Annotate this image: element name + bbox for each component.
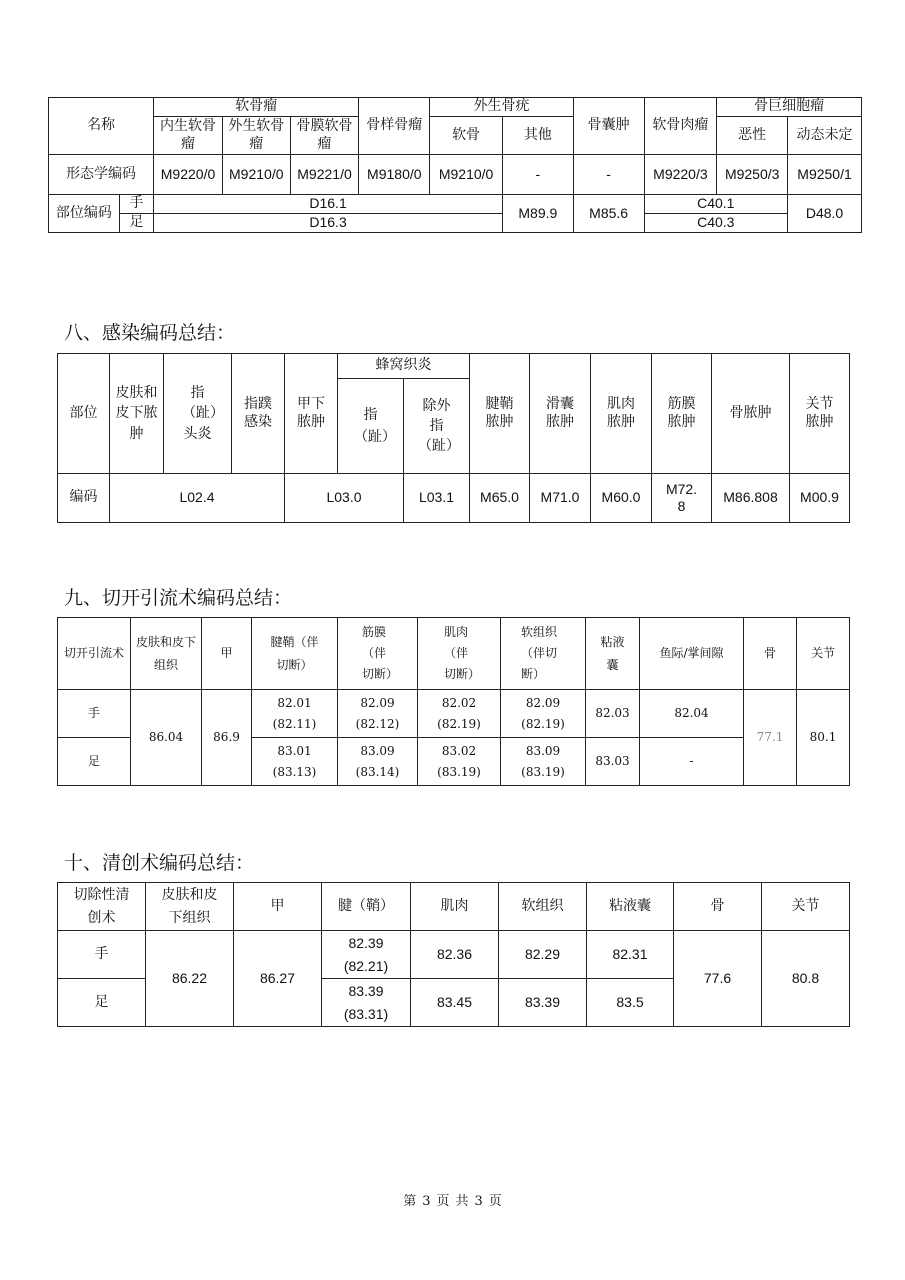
muscle-abscess-header: 肌肉脓肿 bbox=[591, 354, 652, 474]
morph-code: M9250/3 bbox=[717, 155, 788, 195]
morph-code: M9220/0 bbox=[154, 155, 223, 195]
soft-tissue-header: 软组织（伴切断） bbox=[501, 618, 586, 690]
fascia-header: 筋膜（伴切断） bbox=[338, 618, 418, 690]
infection-code: M72.8 bbox=[652, 474, 712, 523]
site-header: 部位 bbox=[58, 354, 110, 474]
muscle-foot-code: 83.45 bbox=[411, 979, 499, 1027]
infection-code-table bbox=[57, 353, 850, 523]
web-infection-header: 指蹼感染 bbox=[232, 354, 285, 474]
alt-code: (83.31) bbox=[343, 1005, 389, 1022]
code: 82.01 bbox=[277, 696, 312, 711]
cartilage-header: 软骨 bbox=[430, 117, 503, 155]
alt-code: (83.14) bbox=[355, 764, 400, 779]
code: 82.02 bbox=[441, 696, 477, 711]
periosteal-chondroma-header: 骨膜软骨瘤 bbox=[290, 117, 359, 155]
hand-d-code: D16.1 bbox=[154, 195, 503, 214]
muscle-header: 肌肉（伴切断） bbox=[418, 618, 501, 690]
thenar-hand-code: 82.04 bbox=[640, 690, 744, 738]
bursa-foot-code: 83.5 bbox=[587, 979, 674, 1027]
code: 83.01 bbox=[277, 744, 312, 759]
muscle-foot-code bbox=[418, 738, 501, 786]
section-9-title: 九、切开引流术编码总结： bbox=[64, 587, 293, 609]
soft-tissue-foot-code: 83.39 bbox=[499, 979, 587, 1027]
tendon-header: 腱（鞘） bbox=[322, 883, 411, 931]
bursa-foot-code: 83.03 bbox=[586, 738, 640, 786]
hand-label: 手 bbox=[58, 931, 146, 979]
tendon-sheath-abscess-header: 腱鞘脓肿 bbox=[470, 354, 530, 474]
name-header: 名称 bbox=[49, 98, 154, 155]
morph-code: - bbox=[573, 155, 644, 195]
incision-drainage-table bbox=[57, 617, 850, 786]
soft-tissue-hand-code: 82.29 bbox=[499, 931, 587, 979]
skin-code: 86.22 bbox=[146, 931, 234, 1027]
bursa-abscess-header: 滑囊脓肿 bbox=[530, 354, 591, 474]
foot-c-code: C40.3 bbox=[644, 214, 788, 233]
chondrosarcoma-header: 软骨肉瘤 bbox=[644, 98, 717, 155]
incision-header: 切开引流术 bbox=[58, 618, 131, 690]
infection-code: M71.0 bbox=[530, 474, 591, 523]
code: 82.09 bbox=[525, 696, 561, 711]
giant-cell-tumor-header: 骨巨细胞瘤 bbox=[717, 98, 862, 117]
tumor-code-table bbox=[48, 97, 862, 233]
m899-code: M89.9 bbox=[502, 195, 573, 233]
hand-label: 手 bbox=[119, 195, 153, 214]
thenar-foot-code: - bbox=[640, 738, 744, 786]
total-pages: 3 bbox=[474, 1194, 483, 1209]
tendon-hand-code bbox=[252, 690, 338, 738]
alt-code: (83.13) bbox=[272, 764, 317, 779]
d480-code: D48.0 bbox=[788, 195, 862, 233]
page-footer bbox=[0, 1190, 905, 1209]
joint-header: 关节 bbox=[797, 618, 850, 690]
foot-label: 足 bbox=[58, 738, 131, 786]
alt-code: (83.19) bbox=[521, 764, 565, 779]
bursa-header: 粘液囊 bbox=[586, 618, 640, 690]
infection-code: L03.1 bbox=[404, 474, 470, 523]
exostosis-header: 外生骨疣 bbox=[430, 98, 574, 117]
bone-header: 骨 bbox=[744, 618, 797, 690]
ext-chondroma-header: 外生软骨瘤 bbox=[222, 117, 290, 155]
infection-code: L02.4 bbox=[110, 474, 285, 523]
bone-abscess-header: 骨脓肿 bbox=[712, 354, 790, 474]
cellulitis-except-finger-header: 除外指（趾） bbox=[404, 379, 470, 474]
infection-code: M00.9 bbox=[790, 474, 850, 523]
morph-code: M9210/0 bbox=[430, 155, 503, 195]
footer-text: 共 bbox=[455, 1194, 469, 1209]
cellulitis-finger-header: 指（趾） bbox=[338, 379, 404, 474]
infection-code: M60.0 bbox=[591, 474, 652, 523]
footer-text: 页 bbox=[488, 1194, 502, 1209]
code: 82.39 bbox=[348, 935, 384, 952]
finger-inflammation-header: 指（趾）头炎 bbox=[164, 354, 232, 474]
nail-header: 甲 bbox=[234, 883, 322, 931]
code: 83.09 bbox=[525, 744, 561, 759]
joint-header: 关节 bbox=[762, 883, 850, 931]
bursa-hand-code: 82.03 bbox=[586, 690, 640, 738]
soft-tissue-foot-code bbox=[501, 738, 586, 786]
malignant-header: 恶性 bbox=[717, 117, 788, 155]
soft-tissue-hand-code bbox=[501, 690, 586, 738]
nail-code: 86.27 bbox=[234, 931, 322, 1027]
morph-code: M9210/0 bbox=[222, 155, 290, 195]
alt-code: (82.19) bbox=[521, 716, 565, 731]
site-label: 部位编码 bbox=[49, 195, 120, 233]
joint-code: 80.1 bbox=[797, 690, 850, 786]
morph-code: M9250/1 bbox=[788, 155, 862, 195]
skin-code: 86.04 bbox=[131, 690, 202, 786]
infection-code: M65.0 bbox=[470, 474, 530, 523]
enchondroma-header: 内生软骨瘤 bbox=[154, 117, 223, 155]
section-10-title: 十、清创术编码总结： bbox=[64, 852, 255, 874]
debridement-table bbox=[57, 882, 850, 1027]
bone-cyst-header: 骨囊肿 bbox=[573, 98, 644, 155]
cellulitis-header: 蜂窝织炎 bbox=[338, 354, 470, 379]
alt-code: (82.21) bbox=[343, 957, 389, 974]
muscle-hand-code bbox=[418, 690, 501, 738]
m856-code: M85.6 bbox=[573, 195, 644, 233]
code: 83.02 bbox=[441, 744, 477, 759]
morph-label: 形态学编码 bbox=[49, 155, 154, 195]
alt-code: (82.11) bbox=[272, 716, 317, 731]
section-8-title: 八、感染编码总结： bbox=[64, 322, 236, 344]
skin-header: 皮肤和皮下组织 bbox=[146, 883, 234, 931]
morph-code: M9221/0 bbox=[290, 155, 359, 195]
nail-header: 甲 bbox=[202, 618, 252, 690]
code-label: 编码 bbox=[58, 474, 110, 523]
joint-code: 80.8 bbox=[762, 931, 850, 1027]
morph-code: M9180/0 bbox=[359, 155, 430, 195]
tendon-foot-code bbox=[252, 738, 338, 786]
alt-code: (83.19) bbox=[437, 764, 481, 779]
subungual-abscess-header: 甲下脓肿 bbox=[285, 354, 338, 474]
bone-code: 77.6 bbox=[674, 931, 762, 1027]
fascia-abscess-header: 筋膜脓肿 bbox=[652, 354, 712, 474]
debridement-header: 切除性清创术 bbox=[58, 883, 146, 931]
footer-text: 页 bbox=[436, 1194, 450, 1209]
foot-label: 足 bbox=[58, 979, 146, 1027]
skin-abscess-header: 皮肤和皮下脓肿 bbox=[110, 354, 164, 474]
soft-tissue-header: 软组织 bbox=[499, 883, 587, 931]
fascia-hand-code bbox=[338, 690, 418, 738]
morph-code: M9220/3 bbox=[644, 155, 717, 195]
bursa-hand-code: 82.31 bbox=[587, 931, 674, 979]
morph-code: - bbox=[502, 155, 573, 195]
uncertain-header: 动态未定 bbox=[788, 117, 862, 155]
hand-label: 手 bbox=[58, 690, 131, 738]
alt-code: (82.12) bbox=[355, 716, 400, 731]
bone-header: 骨 bbox=[674, 883, 762, 931]
hand-c-code: C40.1 bbox=[644, 195, 788, 214]
foot-d-code: D16.3 bbox=[154, 214, 503, 233]
thenar-header: 鱼际/掌间隙 bbox=[640, 618, 744, 690]
code: 83.09 bbox=[360, 744, 395, 759]
chondroma-header: 软骨瘤 bbox=[154, 98, 359, 117]
fascia-foot-code bbox=[338, 738, 418, 786]
osteoid-osteoma-header: 骨样骨瘤 bbox=[359, 98, 430, 155]
muscle-hand-code: 82.36 bbox=[411, 931, 499, 979]
bursa-header: 粘液囊 bbox=[587, 883, 674, 931]
footer-text: 第 bbox=[403, 1194, 417, 1209]
nail-code: 86.9 bbox=[202, 690, 252, 786]
skin-header: 皮肤和皮下组织 bbox=[131, 618, 202, 690]
current-page: 3 bbox=[422, 1194, 431, 1209]
tendon-hand-code bbox=[322, 931, 411, 979]
infection-code: L03.0 bbox=[285, 474, 404, 523]
code: 83.39 bbox=[348, 983, 384, 1000]
muscle-header: 肌肉 bbox=[411, 883, 499, 931]
foot-label: 足 bbox=[119, 214, 153, 233]
bone-code: 77.1 bbox=[744, 690, 797, 786]
alt-code: (82.19) bbox=[437, 716, 481, 731]
tendon-sheath-header: 腱鞘（伴切断） bbox=[252, 618, 338, 690]
infection-code: M86.808 bbox=[712, 474, 790, 523]
code: 82.09 bbox=[360, 696, 395, 711]
joint-abscess-header: 关节脓肿 bbox=[790, 354, 850, 474]
tendon-foot-code bbox=[322, 979, 411, 1027]
other-header: 其他 bbox=[502, 117, 573, 155]
